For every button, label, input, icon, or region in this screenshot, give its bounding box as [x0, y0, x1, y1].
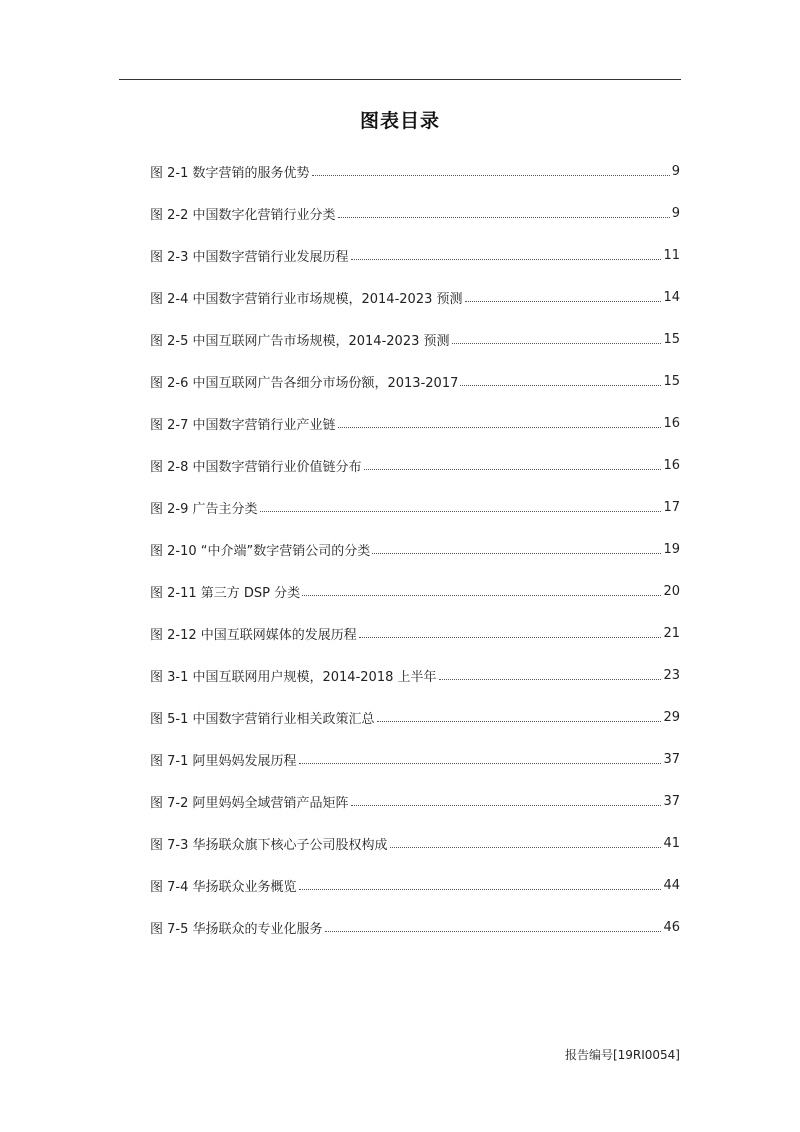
entry-page: 16: [663, 415, 680, 431]
list-item[interactable]: [150, 654, 680, 696]
entry-page: 11: [663, 247, 680, 263]
list-item[interactable]: [150, 738, 680, 780]
dot-leader: [390, 846, 662, 848]
entry-page: 15: [663, 331, 680, 347]
entry-label: 图 2-6 中国互联网广告各细分市场份额，2013-2017: [150, 375, 459, 391]
list-item[interactable]: [150, 906, 680, 948]
entry-page: 29: [663, 709, 680, 725]
entry-page: 17: [663, 499, 680, 515]
dot-leader: [299, 888, 662, 890]
entry-label: 图 2-3 中国数字营销行业发展历程: [150, 249, 349, 265]
entry-label: 图 7-5 华扬联众的专业化服务: [150, 921, 323, 937]
list-item[interactable]: [150, 612, 680, 654]
dot-leader: [302, 594, 661, 596]
entry-label: 图 2-2 中国数字化营销行业分类: [150, 207, 336, 223]
entry-label: 图 2-11 第三方 DSP 分类: [150, 585, 301, 601]
list-item[interactable]: [150, 234, 680, 276]
list-item[interactable]: [150, 150, 680, 192]
entry-page: 19: [663, 541, 680, 557]
dot-leader: [260, 510, 662, 512]
entry-page: 21: [663, 625, 680, 641]
entry-label: 图 3-1 中国互联网用户规模，2014-2018 上半年: [150, 669, 437, 685]
dot-leader: [351, 804, 662, 806]
dot-leader: [338, 426, 662, 428]
list-item[interactable]: [150, 528, 680, 570]
entry-label: 图 2-7 中国数字营销行业产业链: [150, 417, 336, 433]
entry-page: 16: [663, 457, 680, 473]
entry-page: 44: [663, 877, 680, 893]
list-item[interactable]: [150, 402, 680, 444]
dot-leader: [325, 930, 662, 932]
dot-leader: [439, 678, 662, 680]
dot-leader: [465, 300, 662, 302]
entry-label: 图 7-4 华扬联众业务概览: [150, 879, 297, 895]
entry-page: 37: [663, 793, 680, 809]
entry-page: 46: [663, 919, 680, 935]
list-item[interactable]: [150, 486, 680, 528]
entry-page: 23: [663, 667, 680, 683]
list-item[interactable]: [150, 780, 680, 822]
entry-page: 15: [663, 373, 680, 389]
entry-label: 图 2-8 中国数字营销行业价值链分布: [150, 459, 362, 475]
entry-page: 20: [663, 583, 680, 599]
report-number: 报告编号[19RI0054]: [564, 1048, 680, 1062]
list-item[interactable]: [150, 570, 680, 612]
page-title: 图表目录: [359, 110, 440, 132]
entry-label: 图 5-1 中国数字营销行业相关政策汇总: [150, 711, 375, 727]
entry-label: 图 2-5 中国互联网广告市场规模，2014-2023 预测: [150, 333, 450, 349]
dot-leader: [364, 468, 662, 470]
entry-page: 41: [663, 835, 680, 851]
entry-label: 图 2-4 中国数字营销行业市场规模，2014-2023 预测: [150, 291, 463, 307]
figure-list: [150, 150, 680, 948]
dot-leader: [338, 216, 670, 218]
entry-page: 9: [671, 163, 680, 179]
entry-page: 14: [663, 289, 680, 305]
list-item[interactable]: [150, 192, 680, 234]
dot-leader: [312, 174, 670, 176]
entry-label: 图 7-3 华扬联众旗下核心子公司股权构成: [150, 837, 388, 853]
dot-leader: [299, 762, 662, 764]
entry-label: 图 7-1 阿里妈妈发展历程: [150, 753, 297, 769]
dot-leader: [359, 636, 662, 638]
list-item[interactable]: [150, 360, 680, 402]
dot-leader: [377, 720, 662, 722]
entry-page: 9: [671, 205, 680, 221]
dot-leader: [460, 384, 661, 386]
list-item[interactable]: [150, 276, 680, 318]
list-item[interactable]: [150, 822, 680, 864]
list-item[interactable]: [150, 864, 680, 906]
list-item[interactable]: [150, 318, 680, 360]
entry-label: 图 2-1 数字营销的服务优势: [150, 165, 310, 181]
list-item[interactable]: [150, 696, 680, 738]
entry-label: 图 2-12 中国互联网媒体的发展历程: [150, 627, 357, 643]
dot-leader: [452, 342, 662, 344]
header-rule: [119, 79, 681, 80]
list-item[interactable]: [150, 444, 680, 486]
entry-label: 图 2-10 “中介端”数字营销公司的分类: [150, 543, 371, 559]
entry-label: 图 7-2 阿里妈妈全域营销产品矩阵: [150, 795, 349, 811]
dot-leader: [372, 552, 661, 554]
entry-label: 图 2-9 广告主分类: [150, 501, 258, 517]
dot-leader: [351, 258, 662, 260]
entry-page: 37: [663, 751, 680, 767]
